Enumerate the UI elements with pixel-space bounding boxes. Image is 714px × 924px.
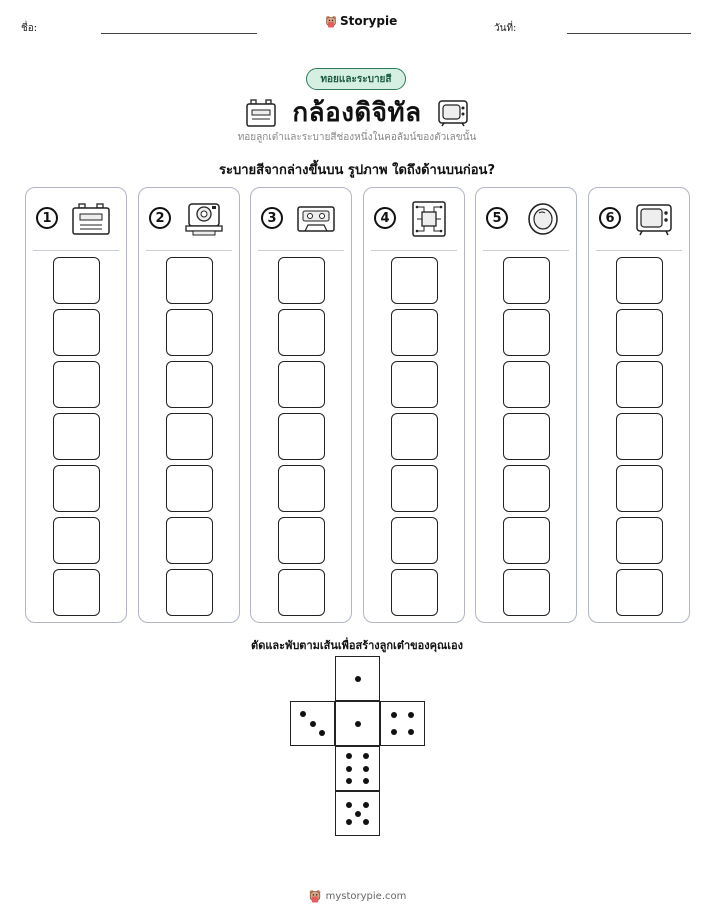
dice-pip — [355, 676, 361, 682]
color-box[interactable] — [166, 569, 213, 616]
color-box[interactable] — [278, 465, 325, 512]
color-box[interactable] — [616, 257, 663, 304]
dice-face-1 — [335, 701, 380, 746]
color-box[interactable] — [166, 309, 213, 356]
column-header — [589, 188, 689, 250]
column-number: 1 — [36, 207, 58, 229]
battery-icon — [244, 98, 278, 128]
color-box[interactable] — [278, 517, 325, 564]
column-4 — [363, 187, 465, 623]
color-box[interactable] — [616, 413, 663, 460]
date-line[interactable] — [567, 33, 691, 34]
dice-pip — [319, 730, 325, 736]
color-box[interactable] — [391, 361, 438, 408]
dice-instruction: ตัดและพับตามเส้นเพื่อสร้างลูกเต๋าของคุณเอง — [251, 639, 463, 652]
color-box[interactable] — [278, 361, 325, 408]
color-box[interactable] — [616, 309, 663, 356]
column-header — [139, 188, 239, 250]
column-number: 2 — [149, 207, 171, 229]
color-box[interactable] — [53, 569, 100, 616]
column-number: 5 — [486, 207, 508, 229]
dice-pip — [408, 729, 414, 735]
date-label: วันที่: — [494, 23, 517, 34]
color-box[interactable] — [391, 569, 438, 616]
dice-pip — [346, 753, 352, 759]
column-header — [476, 188, 576, 250]
color-box[interactable] — [53, 413, 100, 460]
title-row — [0, 92, 714, 133]
dice-face-4 — [380, 701, 425, 746]
color-box[interactable] — [503, 309, 550, 356]
dice-face-1 — [335, 656, 380, 701]
activity-tag: ทอยและระบายสี — [306, 68, 406, 90]
color-box[interactable] — [616, 517, 663, 564]
subtitle: ทอยลูกเต๋าและระบายสีช่องหนึ่งในคอลัมน์ของตัวเลขนั้น — [237, 132, 477, 143]
dice-pip — [363, 819, 369, 825]
dice-pip — [391, 712, 397, 718]
question: ระบายสีจากล่างขึ้นบน รูปภาพ ใดถึงด้านบนก่อน? — [219, 163, 495, 178]
dice-pip — [346, 778, 352, 784]
color-box[interactable] — [503, 569, 550, 616]
dice-pip — [391, 729, 397, 735]
dice-pip — [363, 778, 369, 784]
column-6 — [588, 187, 690, 623]
dice-pip — [346, 766, 352, 772]
dice-pip — [310, 721, 316, 727]
color-box[interactable] — [166, 257, 213, 304]
column-5 — [475, 187, 577, 623]
footer — [0, 889, 714, 903]
dice-pip — [355, 811, 361, 817]
brand-name: Storypie — [340, 14, 398, 28]
dice-face-5 — [335, 791, 380, 836]
color-box[interactable] — [53, 517, 100, 564]
dice-pip — [346, 802, 352, 808]
color-box[interactable] — [616, 465, 663, 512]
color-box[interactable] — [53, 257, 100, 304]
color-box[interactable] — [503, 517, 550, 564]
page-title: กล้องดิจิทัล — [292, 98, 422, 128]
color-box[interactable] — [53, 309, 100, 356]
column-2 — [138, 187, 240, 623]
color-box[interactable] — [616, 361, 663, 408]
bear-logo-icon — [325, 15, 337, 28]
retro-tv-icon — [633, 201, 675, 237]
dice-pip — [300, 711, 306, 717]
column-1 — [25, 187, 127, 623]
color-box[interactable] — [391, 413, 438, 460]
color-box[interactable] — [53, 465, 100, 512]
bear-logo-icon — [308, 889, 322, 903]
battery-icon — [70, 201, 112, 237]
column-header — [26, 188, 126, 250]
dice-pip — [363, 802, 369, 808]
retro-tv-icon — [436, 98, 470, 128]
color-box[interactable] — [391, 465, 438, 512]
color-box[interactable] — [616, 569, 663, 616]
color-box[interactable] — [53, 361, 100, 408]
color-box[interactable] — [278, 413, 325, 460]
dice-face-3 — [290, 701, 335, 746]
column-header — [364, 188, 464, 250]
column-number: 4 — [374, 207, 396, 229]
brand-logo — [325, 14, 397, 28]
column-number: 6 — [599, 207, 621, 229]
color-box[interactable] — [166, 413, 213, 460]
color-box[interactable] — [503, 465, 550, 512]
dice-pip — [355, 721, 361, 727]
name-label: ชื่อ: — [21, 23, 38, 34]
color-box[interactable] — [278, 309, 325, 356]
dice-pip — [408, 712, 414, 718]
footer-site: mystorypie.com — [325, 890, 407, 902]
column-number: 3 — [261, 207, 283, 229]
camera-lens-icon — [520, 201, 562, 237]
dice-pip — [346, 819, 352, 825]
color-box[interactable] — [503, 361, 550, 408]
color-box[interactable] — [503, 413, 550, 460]
cassette-tape-icon — [295, 201, 337, 237]
color-box[interactable] — [391, 517, 438, 564]
color-box[interactable] — [391, 257, 438, 304]
dice-face-6 — [335, 746, 380, 791]
microchip-icon — [408, 201, 450, 237]
name-line[interactable] — [101, 33, 257, 34]
color-box[interactable] — [166, 361, 213, 408]
color-box[interactable] — [166, 465, 213, 512]
color-box[interactable] — [503, 257, 550, 304]
color-box[interactable] — [278, 569, 325, 616]
color-box[interactable] — [391, 309, 438, 356]
dice-pip — [363, 766, 369, 772]
instant-camera-icon — [183, 201, 225, 237]
color-box[interactable] — [166, 517, 213, 564]
dice-pip — [363, 753, 369, 759]
color-box[interactable] — [278, 257, 325, 304]
column-header — [251, 188, 351, 250]
column-3 — [250, 187, 352, 623]
